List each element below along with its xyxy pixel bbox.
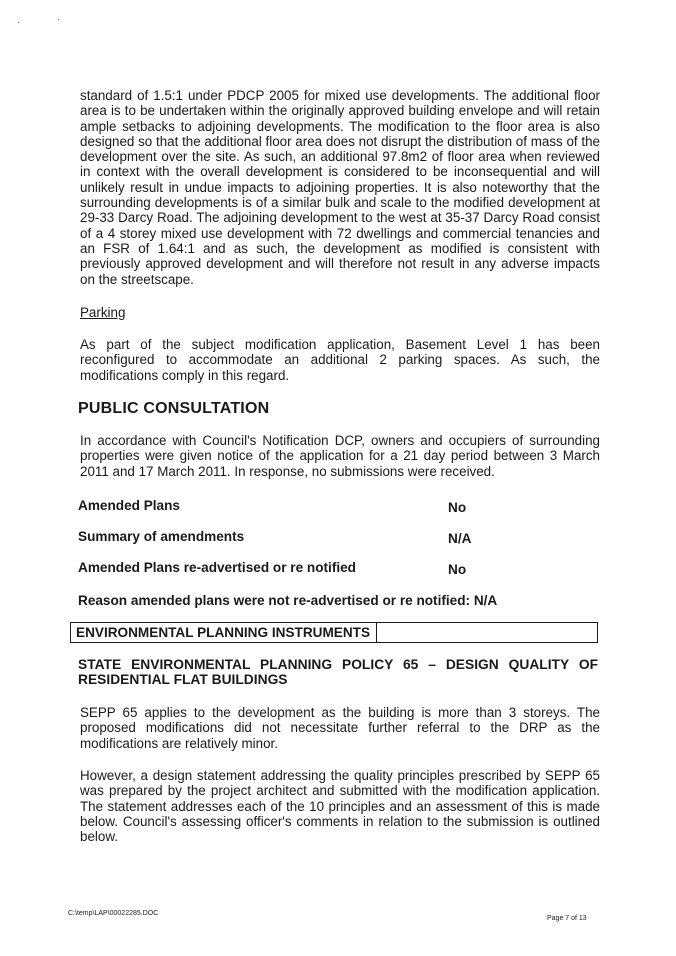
scan-speck xyxy=(58,19,59,20)
table-row xyxy=(78,498,598,513)
row-label: Amended Plans xyxy=(78,498,180,513)
public-consultation-heading: PUBLIC CONSULTATION xyxy=(78,400,270,417)
footer-file-path: C:\temp\LAP\00022285.DOC xyxy=(68,910,159,917)
sepp-heading: STATE ENVIRONMENTAL PLANNING POLICY 65 – DESIGN QUALITY OF RESIDENTIAL FLAT BUILDINGS xyxy=(78,657,598,687)
row-value: N/A xyxy=(448,531,472,546)
reason-line: Reason amended plans were not re-advertised or re notified: N/A xyxy=(78,593,498,608)
sepp-paragraph-1: SEPP 65 applies to the development as the building is more than 3 storeys. The proposed modifications did not necessitate further referral to the DRP as the modifications are relatively minor. xyxy=(80,705,600,751)
row-value: No xyxy=(448,500,467,515)
row-value: No xyxy=(448,562,467,577)
sepp-paragraph-2: However, a design statement addressing the quality principles prescribed by SEPP 65 was prepared by the project architect and submitted with the modification application. The statement addresses each of the 10 principles and an assessment of this is made below. Council's assessing officer's comments in relation to the submission is outlined below. xyxy=(80,768,600,845)
table-row xyxy=(78,529,598,544)
parking-paragraph: As part of the subject modification application, Basement Level 1 has been reconfigured to accommodate an additional 2 parking spaces. As such, the modifications comply in this regard. xyxy=(80,337,600,383)
intro-paragraph: standard of 1.5:1 under PDCP 2005 for mixed use developments. The additional floor area is to be undertaken within the originally approved building envelope and will retain ample setbacks to adjoining developments. The modification to the floor area is also designed so that the additional floor area does not disrupt the distribution of mass of the development over the site. As such, an additional 97.8m2 of floor area when reviewed in context with the overall development is considered to be inconsequential and will unlikely result in undue impacts to adjoining properties. It is also noteworthy that the surrounding developments is of a similar bulk and scale to the modified development at 29-33 Darcy Road. The adjoining development to the west at 35-37 Darcy Road consist of a 4 storey mixed use development with 72 dwellings and commercial tenancies and an FSR of 1.64:1 and as such, the development as modified is consistent with previously approved development and will therefore not result in any adverse impacts on the streetscape. xyxy=(80,88,600,287)
consultation-paragraph: In accordance with Council's Notification DCP, owners and occupiers of surrounding properties were given notice of the application for a 21 day period between 3 March 2011 and 17 March 2011. In response, no submissions were received. xyxy=(80,433,600,479)
table-row xyxy=(78,560,598,575)
row-label: Summary of amendments xyxy=(78,529,245,544)
parking-heading: Parking xyxy=(80,305,126,320)
scan-speck xyxy=(18,22,19,23)
footer-page-number: Page 7 of 13 xyxy=(547,915,587,922)
row-label: Amended Plans re-advertised or re notified xyxy=(78,560,356,575)
env-heading-box xyxy=(70,622,598,643)
env-heading: ENVIRONMENTAL PLANNING INSTRUMENTS xyxy=(76,625,371,640)
